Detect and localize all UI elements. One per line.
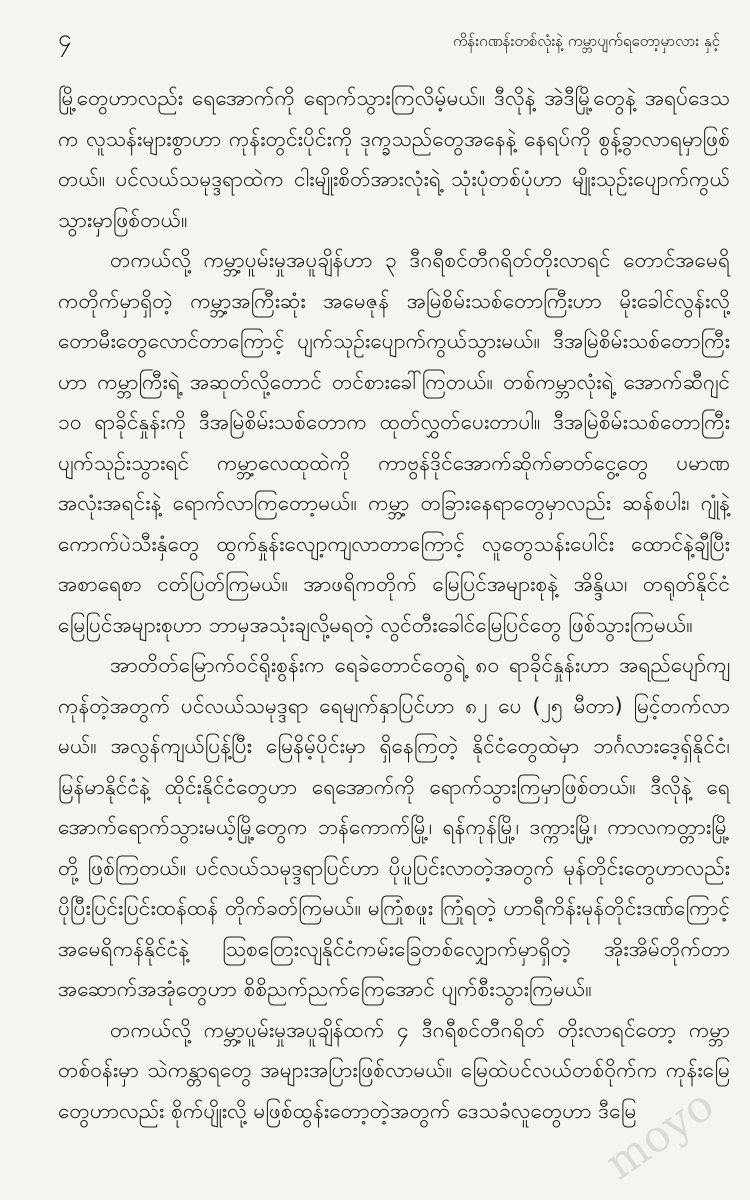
paragraph-1: မြို့တွေဟာလည်း ရေအောက်ကို ရောက်သွားကြလိမ့်မယ်။ ဒီလိုနဲ့ အဲဒီမြို့တွေနဲ့ အရပ်ဒေသက လူသန်းများစွာဟာ ကုန်းတွင်းပိုင်းကို ဒုက္ခသည်တွေအနေနဲ့ နေရပ်ကို စွန့်ခွာလာရမှာဖြစ်တယ်။ ပင်လယ်သမုဒ္ဒရာထဲက ငါးမျိုးစိတ်အားလုံးရဲ့ သုံးပုံတစ်ပုံဟာ မျိုးသုဉ်းပျောက်ကွယ်သွားမှာဖြစ်တယ်။ bbox=[58, 86, 730, 232]
paragraph-4: တကယ်လို့ ကမ္ဘာ့ပူမ်းမှုအပူချိန်ထက် ၄ ဒီဂရီစင်တီဂရိတ် တိုးလာရင်တော့ ကမ္ဘာတစ်ဝန်းမှာ သဲကန္တာရတွေ အများအပြားဖြစ်လာမယ်။ မြေထဲပင်လယ်တစ်ဝိုက်က ကုန်းမြေတွေဟာလည်း စိုက်ပျိုးလို့ မဖြစ်ထွန်းတော့တဲ့အတွက် ဒေသခံလူတွေဟာ ဒီမြေ bbox=[58, 1017, 730, 1123]
page-header bbox=[58, 22, 730, 62]
running-title: ကိန်းဂဏန်းတစ်လုံးနဲ့ ကမ္ဘာပျက်ရတော့မှာလား နှင့် bbox=[452, 32, 720, 50]
body-text bbox=[58, 78, 730, 1131]
paragraph-2: တကယ်လို့ ကမ္ဘာ့ပူမ်းမှုအပူချိန်ဟာ ၃ ဒီဂရီစင်တီဂရိတ်တိုးလာရင် တောင်အမေရိကတိုက်မှာရှိတဲ့ ကမ္ဘာ့အကြီးဆုံး အမေဇုန် အမြဲစိမ်းသစ်တောကြီးဟာ မိုးခေါင်လွန်းလို့ တောမီးတွေလောင်တာကြောင့် ပျက်သုဉ်းပျောက်ကွယ်သွားမယ်။ ဒီအမြဲစိမ်းသစ်တောကြီးဟာ ကမ္ဘာကြီးရဲ့ အဆုတ်လို့တောင် တင်စားခေါ်ကြတယ်။ တစ်ကမ္ဘာလုံးရဲ့ အောက်ဆီဂျင် ၁၀ ရာခိုင်နှုန်းကို ဒီအမြဲစိမ်းသစ်တောက ထုတ်လွှတ်ပေးတာပါ။ ဒီအမြဲစိမ်းသစ်တောကြီး ပျက်သုဉ်းသွားရင် ကမ္ဘာ့လေထုထဲကို ကာဗွန်ဒိုင်အောက်ဆိုက်ဓာတ်ငွေ့တွေ ပမာဏအလုံးအရင်းနဲ့ ရောက်လာကြတော့မယ်။ ကမ္ဘာ့ တခြားနေရာတွေမှာလည်း ဆန်စပါး၊ ဂျုံနဲ့ ကောက်ပဲသီးနှံတွေ ထွက်နှုန်းလျော့ကျလာတာကြောင့် လူတွေသန်းပေါင်း ထောင်နဲ့ချီပြီး အစာရေစာ ငတ်ပြတ်ကြမယ်။ အာဖရိကတိုက် မြေပြင်အများစုနဲ့ အိန္ဒိယ၊ တရုတ်နိုင်ငံ မြေပြင်အများစုဟာ ဘာမှအသုံးချလို့မရတဲ့ လွင်တီးခေါင်မြေပြင်တွေ ဖြစ်သွားကြမယ်။ bbox=[58, 248, 730, 637]
watermark: moyo bbox=[596, 1079, 724, 1190]
paragraph-3: အာတိတ်မြောက်ဝင်ရိုးစွန်းက ရေခဲတောင်တွေရဲ့ ၈၀ ရာခိုင်နှုန်းဟာ အရည်ပျော်ကျကုန်တဲ့အတွက် ပင်လယ်သမုဒ္ဒရာ ရေမျက်နှာပြင်ဟာ ၈၂ ပေ (၂၅ မီတာ) မြင့်တက်လာမယ်။ အလွန်ကျယ်ပြန့်ပြီး မြေနိမ့်ပိုင်းမှာ ရှိနေကြတဲ့ နိုင်ငံတွေထဲမှာ ဘင်္ဂလားဒေ့ရှ်နိုင်ငံ၊ မြန်မာနိုင်ငံနဲ့ ထိုင်းနိုင်ငံတွေဟာ ရေအောက်ကို ရောက်သွားကြမှာဖြစ်တယ်။ ဒီလိုနဲ့ ရေအောက်ရောက်သွားမယ့်မြို့တွေက ဘန်ကောက်မြို့၊ ရန်ကုန်မြို့၊ ဒက္ကားမြို့၊ ကာလကတ္တားမြို့တို့ ဖြစ်ကြတယ်။ ပင်လယ်သမုဒ္ဒရာပြင်ဟာ ပိုပူပြင်းလာတဲ့အတွက် မုန်တိုင်းတွေဟာလည်း ပိုပြီးပြင်းပြင်းထန်ထန် တိုက်ခတ်ကြမယ်။ မကြုံစဖူး ကြုံရတဲ့ ဟာရီကိန်းမုန်တိုင်းဒဏ်ကြောင့် အမေရိကန်နိုင်ငံနဲ့ ဩစတြေးလျနိုင်ငံကမ်းခြေတစ်လျှောက်မှာရှိတဲ့ အိုးအိမ်တိုက်တာ အဆောက်အအုံတွေဟာ စိစိညက်ညက်ကြေအောင် ပျက်စီးသွားကြမယ်။ bbox=[58, 653, 730, 1001]
page-number: ၄ bbox=[58, 24, 72, 52]
